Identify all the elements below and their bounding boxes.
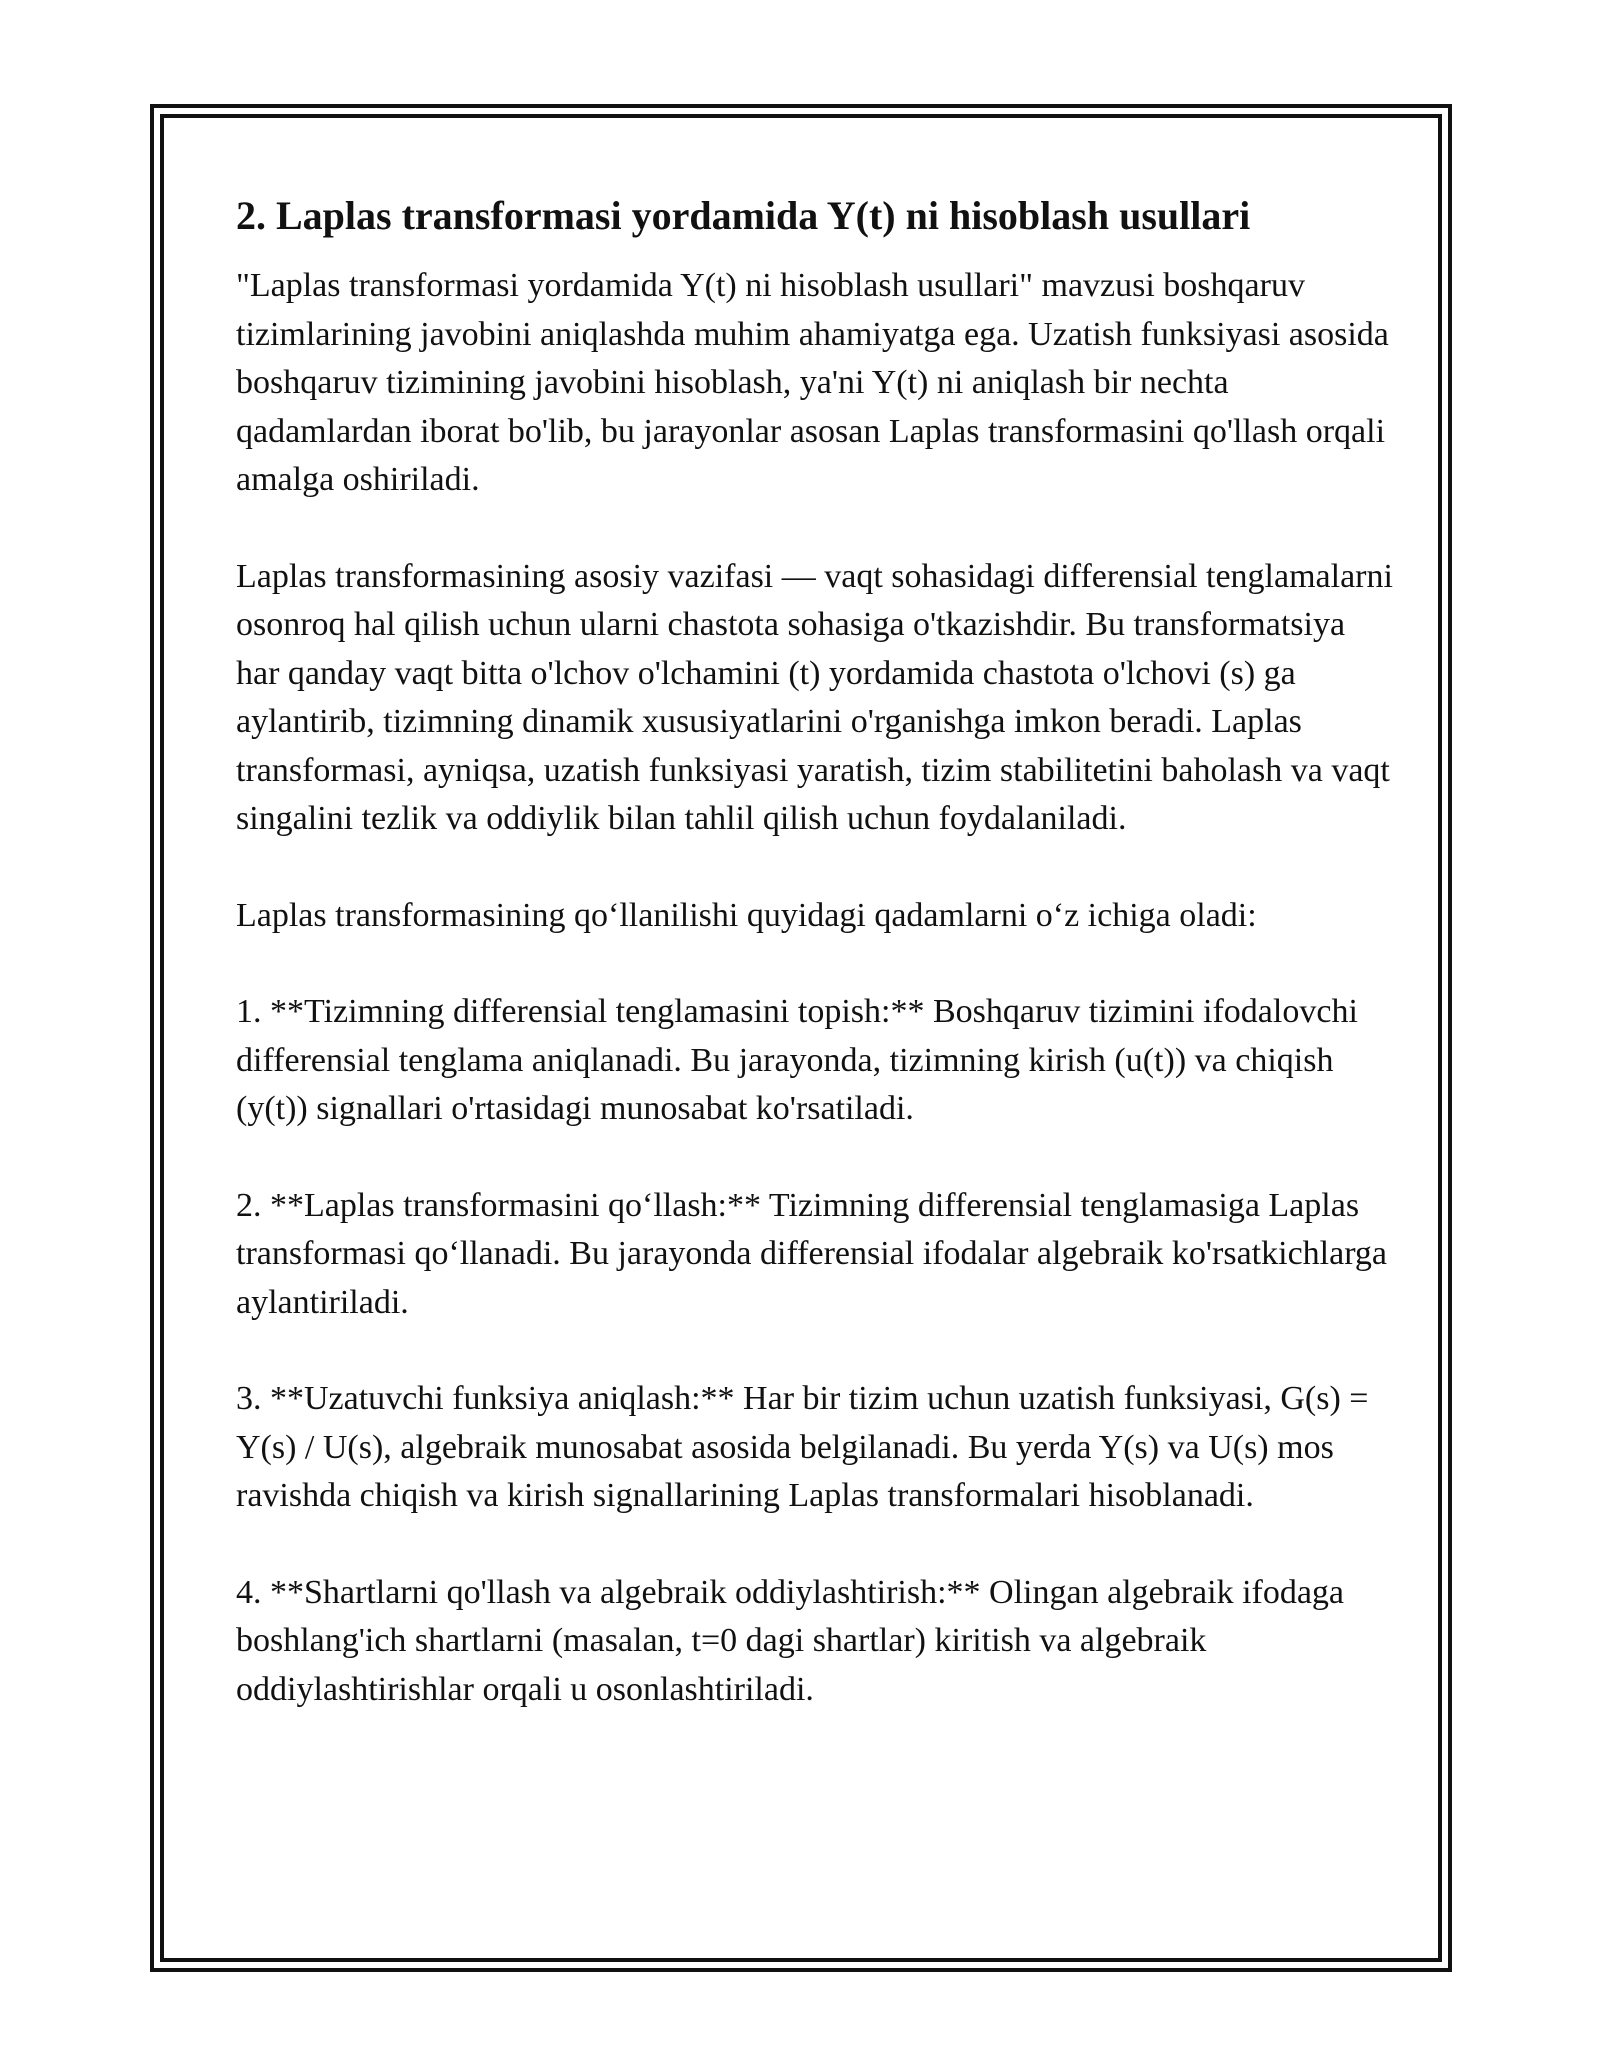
document-body (236, 186, 1396, 1762)
paragraph-purpose: Laplas transformasining asosiy vazifasi — vaqt sohasidagi differensial tenglamalarni osonroq hal qilish uchun ularni chastota sohasiga o'tkazishdir. Bu transformatsiya har qanday vaqt bitta o'lchov o'lchamini (t) yordamida chastota o'lchovi (s) ga aylantirib, tizimning dinamik xususiyatlarini o'rganishga imkon beradi. Laplas transformasi, ayniqsa, uzatish funksiyasi yaratish, tizim stabilitetini baholash va vaqt singalini tezlik va oddiylik bilan tahlil qilish uchun foydalaniladi. (236, 557, 1393, 837)
paragraph-intro: "Laplas transformasi yordamida Y(t) ni hisoblash usullari" mavzusi boshqaruv tizimlarining javobini aniqlashda muhim ahamiyatga ega. Uzatish funksiyasi asosida boshqaruv tizimining javobini hisoblash, ya'ni Y(t) ni aniqlash bir nechta qadamlardan iborat bo'lib, bu jarayonlar asosan Laplas transformasini qo'llash orqali amalga oshiriladi. (236, 267, 1389, 498)
list-item-step-4: 4. **Shartlarni qo'llash va algebraik oddiylashtirish:** Olingan algebraik ifodaga boshlang'ich shartlarni (masalan, t=0 dagi shartlar) kiritish va algebraik oddiylashtirishlar orqali u osonlashtiriladi. (236, 1573, 1345, 1708)
paragraph-steps-intro: Laplas transformasining qoʻllanilishi quyidagi qadamlarni oʻz ichiga oladi: (236, 896, 1257, 934)
section-heading: 2. Laplas transformasi yordamida Y(t) ni hisoblash usullari (236, 193, 1251, 238)
list-item-step-2: 2. **Laplas transformasini qoʻllash:** Tizimning differensial tenglamasiga Laplas transformasi qoʻllanadi. Bu jarayonda differensial ifodalar algebraik ko'rsatkichlarga aylantiriladi. (236, 1186, 1388, 1321)
list-item-step-3: 3. **Uzatuvchi funksiya aniqlash:** Har bir tizim uchun uzatish funksiyasi, G(s) = Y(s) / U(s), algebraik munosabat asosida belgilanadi. Bu yerda Y(s) va U(s) mos ravishda chiqish va kirish signallarining Laplas transformalari hisoblanadi. (236, 1380, 1369, 1514)
list-item-step-1: 1. **Tizimning differensial tenglamasini topish:** Boshqaruv tizimini ifodalovchi differensial tenglama aniqlanadi. Bu jarayonda, tizimning kirish (u(t)) va chiqish (y(t)) signallari o'rtasidagi munosabat ko'rsatiladi. (236, 993, 1358, 1127)
